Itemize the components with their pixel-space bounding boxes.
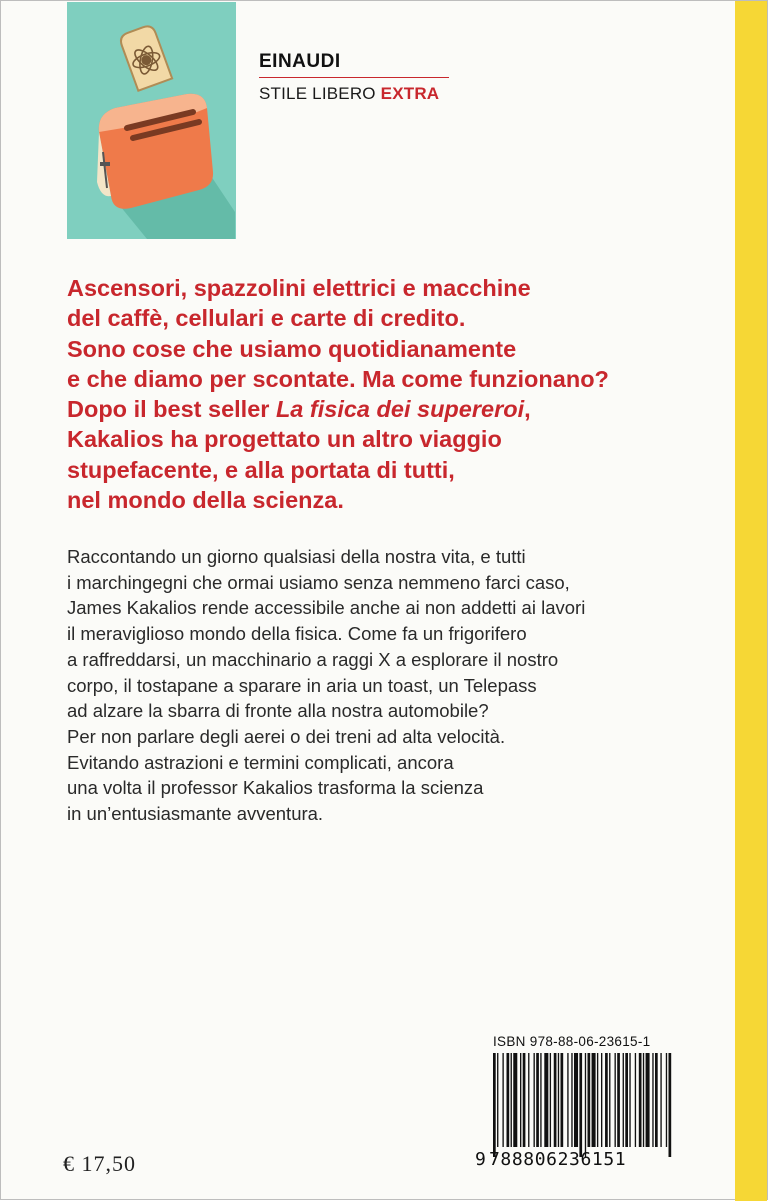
description-line: Per non parlare degli aerei o dei treni ad alta velocità. bbox=[67, 725, 506, 747]
barcode-bar bbox=[493, 1053, 496, 1157]
blurb-line: stupefacente, e alla portata di tutti, bbox=[67, 456, 455, 483]
description-line: il meraviglioso mondo della fisica. Come fa un frigorifero bbox=[67, 623, 527, 645]
barcode-bar bbox=[639, 1053, 642, 1147]
description-line: in un’entusiasmante avventura. bbox=[67, 803, 324, 825]
blurb-line: del caffè, cellulari e carte di credito. bbox=[67, 305, 466, 332]
barcode-bar bbox=[601, 1053, 602, 1147]
description-line: una volta il professor Kakalios trasforma la scienza bbox=[67, 777, 484, 799]
barcode-bar bbox=[588, 1053, 591, 1147]
barcode-bar bbox=[536, 1053, 539, 1147]
barcode-bar bbox=[497, 1053, 498, 1147]
barcode-bar bbox=[511, 1053, 512, 1147]
barcode-bar bbox=[507, 1053, 510, 1147]
barcode-bar bbox=[625, 1053, 628, 1147]
description-line: ad alzare la sbarra di fronte alla nostra automobile? bbox=[67, 700, 489, 722]
description-line: a raffreddarsi, un macchinario a raggi X a esplorare il nostro bbox=[67, 648, 559, 670]
barcode-bar bbox=[554, 1053, 557, 1147]
barcode-bar bbox=[567, 1053, 568, 1147]
blurb-line: nel mondo della scienza. bbox=[67, 487, 344, 514]
series-name bbox=[259, 84, 449, 104]
description-paragraph bbox=[67, 544, 717, 827]
description-line: Raccontando un giorno qualsiasi della nostra vita, e tutti bbox=[67, 546, 526, 567]
barcode-digits bbox=[475, 1149, 673, 1170]
barcode-bar bbox=[571, 1053, 572, 1147]
blurb-line bbox=[67, 394, 707, 424]
blurb-line: Sono cose che usiamo quotidianamente bbox=[67, 335, 517, 362]
barcode-bar bbox=[605, 1053, 608, 1147]
barcode-bar bbox=[558, 1053, 559, 1147]
barcode-bar bbox=[597, 1053, 598, 1147]
barcode-bar bbox=[544, 1053, 548, 1147]
blurb-text: , bbox=[524, 396, 531, 423]
barcode-bar bbox=[574, 1053, 578, 1147]
barcode-bar bbox=[669, 1053, 672, 1157]
barcode-bar bbox=[652, 1053, 653, 1147]
description-line: i marchingegni che ormai usiamo senza nemmeno farci caso, bbox=[67, 571, 570, 593]
publisher-block bbox=[259, 51, 449, 104]
barcode-bar bbox=[643, 1053, 644, 1147]
barcode-bar bbox=[550, 1053, 551, 1147]
publisher-name: EINAUDI bbox=[259, 51, 449, 78]
blurb-text: Dopo il best seller bbox=[67, 396, 276, 423]
barcode-bar bbox=[617, 1053, 620, 1147]
barcode-bar bbox=[635, 1053, 636, 1147]
barcode-bar bbox=[592, 1053, 596, 1147]
barcode-bar bbox=[660, 1053, 661, 1147]
barcode-bar bbox=[579, 1053, 582, 1157]
barcode-bar bbox=[646, 1053, 650, 1147]
series-prefix: STILE LIBERO bbox=[259, 84, 376, 103]
barcode-bar bbox=[629, 1053, 630, 1147]
toaster-icon bbox=[67, 2, 236, 239]
series-suffix: EXTRA bbox=[380, 84, 440, 103]
barcode-bar bbox=[623, 1053, 624, 1147]
barcode-bar bbox=[561, 1053, 564, 1147]
description-line: James Kakalios rende accessibile anche ai non addetti ai lavori bbox=[67, 597, 586, 619]
description-line: Evitando astrazioni e termini complicati, ancora bbox=[67, 751, 454, 773]
barcode-bar bbox=[609, 1053, 610, 1147]
blurb-line: e che diamo per scontate. Ma come funzionano? bbox=[67, 365, 609, 392]
barcode-bar bbox=[585, 1053, 586, 1157]
blurb bbox=[67, 273, 707, 515]
barcode-bar bbox=[666, 1053, 667, 1147]
blurb-line: Ascensori, spazzolini elettrici e macchine bbox=[67, 275, 531, 301]
isbn-label: ISBN 978-88-06-23615-1 bbox=[493, 1034, 651, 1049]
barcode-rest-digits: 788806236151 bbox=[489, 1149, 627, 1170]
yellow-spine-strip bbox=[735, 1, 767, 1201]
barcode-bar bbox=[615, 1053, 616, 1147]
barcode-bar bbox=[540, 1053, 541, 1147]
toaster-illustration bbox=[67, 2, 236, 239]
blurb-line: Kakalios ha progettato un altro viaggio bbox=[67, 426, 502, 453]
barcode-bar bbox=[513, 1053, 517, 1147]
barcode-bar bbox=[502, 1053, 503, 1147]
price: € 17,50 bbox=[63, 1151, 136, 1176]
barcode-bar bbox=[520, 1053, 521, 1147]
barcode-bar bbox=[534, 1053, 535, 1147]
barcode-bar bbox=[528, 1053, 529, 1147]
book-title-reference: La fisica dei supereroi bbox=[275, 396, 525, 423]
description-line: corpo, il tostapane a sparare in aria un toast, un Telepass bbox=[67, 674, 537, 696]
barcode-first-digit: 9 bbox=[475, 1149, 487, 1170]
barcode-bar bbox=[523, 1053, 526, 1147]
barcode-bar bbox=[655, 1053, 658, 1147]
